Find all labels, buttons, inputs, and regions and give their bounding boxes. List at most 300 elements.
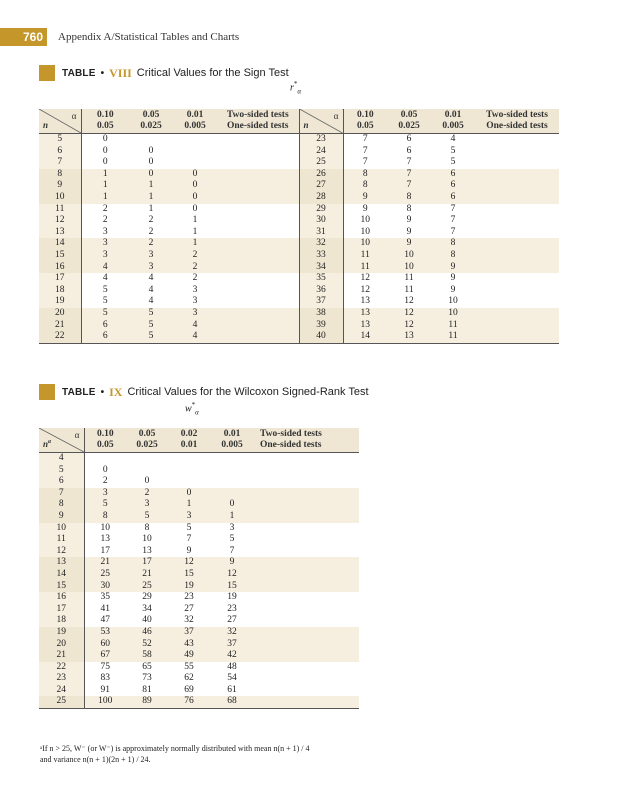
table-cell: 7 <box>362 157 368 168</box>
table-cell: 76 <box>168 696 210 708</box>
table-cell <box>217 273 299 285</box>
table-row <box>39 192 559 204</box>
table-cell <box>254 650 359 662</box>
sign-test-table <box>39 109 559 344</box>
table-cell <box>217 296 299 308</box>
table-row <box>39 569 359 581</box>
table8-alpha-col: 0.01 0.005 <box>431 109 475 134</box>
page-number: 760 <box>0 28 47 46</box>
table-cell: 4 <box>450 134 456 144</box>
table-cell: 11 <box>431 320 475 332</box>
table-cell <box>254 662 359 674</box>
table8-tests-label: Two-sided tests One-sided tests <box>217 109 299 134</box>
table-cell: 52 <box>126 639 168 651</box>
table-cell <box>210 453 254 465</box>
table-cell: 1 <box>81 180 129 192</box>
table-cell: 25 <box>126 581 168 593</box>
table8-alpha-col: 0.10 0.05 <box>81 109 129 134</box>
table-cell <box>475 146 559 158</box>
table-cell <box>475 273 559 285</box>
table-cell: 43 <box>168 639 210 651</box>
table-row <box>39 673 359 685</box>
table-cell: 6 <box>406 145 412 156</box>
table-cell: 2 <box>102 476 108 487</box>
table-cell <box>254 523 359 535</box>
table-cell: 0 <box>148 145 154 156</box>
table-cell <box>217 215 299 227</box>
table-cell: 67 <box>84 650 126 662</box>
table-cell: 20 <box>39 308 81 320</box>
table-cell: 24 <box>39 685 84 697</box>
table-cell: 6 <box>39 476 84 488</box>
table-cell: 30 <box>299 215 343 227</box>
table-cell: 91 <box>100 684 110 695</box>
table-cell <box>168 453 210 465</box>
table-cell: 5 <box>129 320 173 332</box>
table-cell <box>475 250 559 262</box>
table-cell: 12 <box>387 308 431 320</box>
table-row <box>39 523 359 535</box>
table9-corner: α $n^a$ <box>39 428 84 453</box>
table9-alpha-col: 0.02 0.01 <box>168 428 210 453</box>
table-cell: 6 <box>431 169 475 181</box>
table-cell: 10 <box>100 522 110 533</box>
footnote-line: and variance n(n + 1)(2n + 1) / 24. <box>40 755 151 764</box>
table-row <box>39 627 359 639</box>
table-cell: 22 <box>39 331 81 343</box>
table-cell <box>475 262 559 274</box>
table-cell <box>254 615 359 627</box>
table-cell: 0 <box>148 157 154 168</box>
table-cell: 55 <box>184 661 194 672</box>
table-cell <box>217 320 299 332</box>
table-cell: 9 <box>406 215 412 226</box>
table-cell: 16 <box>39 592 84 604</box>
table9-alpha-col: 0.10 0.05 <box>84 428 126 453</box>
table-cell: 15 <box>39 250 81 262</box>
table-row <box>39 296 559 308</box>
table-cell: 73 <box>142 673 152 684</box>
table-cell <box>217 169 299 181</box>
table-row <box>39 180 559 192</box>
table-cell: 11 <box>404 273 414 284</box>
table-cell: 11 <box>39 534 84 546</box>
table-cell <box>254 696 359 708</box>
table-cell: 10 <box>431 308 475 320</box>
table-cell: 34 <box>299 262 343 274</box>
table-cell: 32 <box>210 627 254 639</box>
table-cell: 9 <box>406 226 412 237</box>
table-cell <box>254 639 359 651</box>
table-cell <box>217 157 299 169</box>
table-cell: 0 <box>144 476 150 487</box>
table-cell: 1 <box>168 499 210 511</box>
table-cell: 3 <box>126 499 168 511</box>
table-cell: 69 <box>184 684 194 695</box>
table-cell <box>254 569 359 581</box>
table-cell <box>475 308 559 320</box>
table-cell <box>475 331 559 343</box>
table-cell: 0 <box>129 169 173 181</box>
table-cell <box>254 465 359 477</box>
table-cell: 7 <box>406 157 412 168</box>
table-cell: 0 <box>173 192 217 204</box>
table-cell: 19 <box>39 627 84 639</box>
table-cell: 15 <box>168 569 210 581</box>
table-row <box>39 227 559 239</box>
table-cell: 10 <box>387 250 431 262</box>
table-cell: 6 <box>406 134 412 144</box>
table-cell: 2 <box>102 203 108 214</box>
table-cell: 13 <box>100 534 110 545</box>
table-cell: 1 <box>210 511 254 523</box>
table-cell: 7 <box>450 226 456 237</box>
table-row <box>39 215 559 227</box>
table-row <box>39 557 359 569</box>
table9-symbol: $w^*_\alpha$ <box>185 401 199 417</box>
table-cell: 8 <box>431 238 475 250</box>
table-row <box>39 511 359 523</box>
table-cell: 14 <box>343 331 387 343</box>
table-cell: 30 <box>84 581 126 593</box>
table-cell: 2 <box>129 238 173 250</box>
table-cell: 60 <box>84 639 126 651</box>
table8-title-bar <box>39 65 289 81</box>
table-cell: 83 <box>100 673 110 684</box>
table-cell: 8 <box>39 499 84 511</box>
table8-corner: α n <box>39 109 81 134</box>
table-row <box>39 146 559 158</box>
table-row <box>39 639 359 651</box>
table-cell: 14 <box>39 238 81 250</box>
table-cell: 13 <box>343 308 387 320</box>
table-cell: 25 <box>39 696 84 708</box>
table-cell: 11 <box>431 331 475 343</box>
table-cell: 2 <box>173 250 217 262</box>
table-cell: 5 <box>129 331 173 343</box>
table-cell: 0 <box>102 464 108 475</box>
table-cell: 5 <box>186 522 192 533</box>
table-cell: 7 <box>186 534 192 545</box>
table-row <box>39 453 359 465</box>
table-cell: 49 <box>168 650 210 662</box>
table-cell: 0 <box>173 169 217 181</box>
table-cell: 23 <box>227 603 237 614</box>
table-cell: 10 <box>39 523 84 535</box>
table-cell <box>217 250 299 262</box>
table-row <box>39 685 359 697</box>
table-cell: 1 <box>81 169 129 181</box>
table-row <box>39 546 359 558</box>
table-row <box>39 604 359 616</box>
table-cell: 62 <box>184 673 194 684</box>
table-cell: 4 <box>173 320 217 332</box>
table-cell <box>168 465 210 477</box>
table-cell: 10 <box>39 192 81 204</box>
table-cell: 58 <box>126 650 168 662</box>
table-cell <box>475 296 559 308</box>
table-cell <box>217 331 299 343</box>
table-cell <box>475 204 559 216</box>
table-cell: 18 <box>39 615 84 627</box>
table-cell: 12 <box>360 273 370 284</box>
table-row <box>39 592 359 604</box>
table-cell: 7 <box>229 545 235 556</box>
table-cell: 61 <box>227 684 237 695</box>
table-cell: 11 <box>343 250 387 262</box>
table-cell: 8 <box>343 169 387 181</box>
table-cell: 8 <box>406 203 412 214</box>
table-cell: 11 <box>343 262 387 274</box>
table-row <box>39 238 559 250</box>
table-row <box>39 534 359 546</box>
table-cell: 53 <box>84 627 126 639</box>
table-cell: 5 <box>102 284 108 295</box>
table-cell: 3 <box>168 511 210 523</box>
table-cell: 0 <box>102 134 108 144</box>
table-cell: 18 <box>39 285 81 297</box>
table-cell <box>217 285 299 297</box>
table-cell <box>475 320 559 332</box>
table-cell: 19 <box>168 581 210 593</box>
table-cell: 33 <box>299 250 343 262</box>
table-cell: 5 <box>126 511 168 523</box>
table-row <box>39 134 559 146</box>
table-cell <box>217 180 299 192</box>
table-cell: 7 <box>39 488 84 500</box>
table-cell <box>126 453 168 465</box>
table-cell <box>254 627 359 639</box>
table8-alpha-col: 0.05 0.025 <box>387 109 431 134</box>
table-cell: 12 <box>404 296 414 307</box>
table-cell: 7 <box>387 180 431 192</box>
table-cell: 7 <box>450 215 456 226</box>
table-cell: 10 <box>360 226 370 237</box>
table-cell: 4 <box>173 331 217 343</box>
table-cell: 8 <box>39 169 81 181</box>
table-row <box>39 615 359 627</box>
table-cell: 12 <box>387 320 431 332</box>
table8-label: TABLE <box>62 67 96 79</box>
table-cell: 21 <box>39 650 84 662</box>
table-cell: 12 <box>360 284 370 295</box>
table-cell <box>475 134 559 146</box>
table-cell: 28 <box>299 192 343 204</box>
table-cell: 7 <box>450 203 456 214</box>
table-cell: 17 <box>126 557 168 569</box>
title-square-icon <box>39 384 55 400</box>
table-cell <box>475 180 559 192</box>
table-cell: 9 <box>39 180 81 192</box>
running-head: Appendix A/Statistical Tables and Charts <box>58 31 240 43</box>
table-row <box>39 308 559 320</box>
wilcoxon-table <box>39 428 359 709</box>
table-row <box>39 662 359 674</box>
table-row <box>39 581 359 593</box>
table-cell: 13 <box>387 331 431 343</box>
table-cell: 10 <box>448 296 458 307</box>
table-cell <box>217 192 299 204</box>
table-cell: 0 <box>168 488 210 500</box>
table-cell: 12 <box>210 569 254 581</box>
table-cell: 40 <box>142 615 152 626</box>
table-cell: 10 <box>343 238 387 250</box>
table-cell <box>475 157 559 169</box>
table-cell <box>210 488 254 500</box>
table-cell: 17 <box>39 604 84 616</box>
table-cell: 23 <box>39 673 84 685</box>
table-cell <box>84 453 126 465</box>
table-cell: 6 <box>81 320 129 332</box>
table8-corner: α n <box>299 109 343 134</box>
table-cell: 54 <box>227 673 237 684</box>
table-cell: 8 <box>387 192 431 204</box>
table-cell: 1 <box>148 203 154 214</box>
table9-roman: IX <box>109 384 123 399</box>
table-cell <box>217 262 299 274</box>
table8-alpha-col: 0.01 0.005 <box>173 109 217 134</box>
table-cell: 19 <box>227 592 237 603</box>
table-cell: 21 <box>39 320 81 332</box>
table-cell <box>254 581 359 593</box>
table-cell: 27 <box>184 603 194 614</box>
table-cell: 37 <box>168 627 210 639</box>
table9-header-row <box>39 428 359 453</box>
table-cell: 25 <box>299 157 343 169</box>
table-cell <box>254 604 359 616</box>
table-cell <box>254 546 359 558</box>
table-cell: 9 <box>186 545 192 556</box>
table-cell: 9 <box>450 284 456 295</box>
table-cell: 38 <box>299 308 343 320</box>
table-cell: 19 <box>39 296 81 308</box>
table-cell: 89 <box>126 696 168 708</box>
table-row <box>39 169 559 181</box>
table-cell: 5 <box>39 134 81 146</box>
table-cell <box>173 146 217 158</box>
table-cell: 2 <box>192 273 198 284</box>
table-cell: 47 <box>100 615 110 626</box>
table-cell: 29 <box>299 204 343 216</box>
table-cell: 8 <box>84 511 126 523</box>
table-cell: 3 <box>81 238 129 250</box>
table-cell: 65 <box>142 661 152 672</box>
table-cell: 23 <box>299 134 343 146</box>
table-cell: 11 <box>404 284 414 295</box>
table-cell <box>210 476 254 488</box>
table-cell <box>254 476 359 488</box>
table-row <box>39 320 559 332</box>
table-cell: 1 <box>192 215 198 226</box>
table-cell: 6 <box>81 331 129 343</box>
table-cell: 7 <box>387 169 431 181</box>
table-cell: 1 <box>129 192 173 204</box>
table-cell: 12 <box>168 557 210 569</box>
table9-label: TABLE <box>62 386 96 398</box>
table-cell: 10 <box>360 215 370 226</box>
table-cell <box>475 192 559 204</box>
table-cell: 100 <box>84 696 126 708</box>
table-cell: 5 <box>84 499 126 511</box>
table-cell: 9 <box>39 511 84 523</box>
table-cell <box>475 238 559 250</box>
table-cell: 27 <box>227 615 237 626</box>
table-cell: 27 <box>299 180 343 192</box>
table8-title: Critical Values for the Sign Test <box>136 67 289 79</box>
table-cell: 0 <box>102 145 108 156</box>
table-row <box>39 285 559 297</box>
table-cell: 7 <box>362 134 368 144</box>
table-cell <box>254 488 359 500</box>
table-cell: 31 <box>299 227 343 239</box>
table-row <box>39 250 559 262</box>
table-cell: 15 <box>39 581 84 593</box>
table-cell: 3 <box>192 284 198 295</box>
table-cell: 26 <box>299 169 343 181</box>
table-cell: 36 <box>299 285 343 297</box>
table-cell <box>173 134 217 146</box>
table-cell: 4 <box>102 273 108 284</box>
table-cell: 3 <box>102 226 108 237</box>
table-cell: 4 <box>148 296 154 307</box>
footnote-line: ᵃIf n > 25, W⁻ (or W⁻) is approximately normally distributed with mean n(n + 1) / 4 <box>40 744 310 753</box>
table-row <box>39 476 359 488</box>
table-row <box>39 488 359 500</box>
table-cell: 15 <box>210 581 254 593</box>
table-row <box>39 499 359 511</box>
table-row <box>39 331 559 343</box>
table-cell <box>254 685 359 697</box>
table-cell <box>475 227 559 239</box>
table-cell <box>475 169 559 181</box>
table-cell: 3 <box>192 296 198 307</box>
table8-symbol: $r^*_\alpha$ <box>290 80 302 96</box>
table-cell: 32 <box>299 238 343 250</box>
table-cell: 12 <box>39 215 81 227</box>
table9-tests-label: Two-sided tests One-sided tests <box>254 428 359 453</box>
table-cell <box>254 592 359 604</box>
table-cell: 5 <box>129 308 173 320</box>
table-cell: 9 <box>343 192 387 204</box>
table-cell: 2 <box>148 226 154 237</box>
table8-header-row <box>39 109 559 134</box>
table-cell: 37 <box>299 296 343 308</box>
table-cell: 20 <box>39 639 84 651</box>
table-cell: 37 <box>210 639 254 651</box>
table-cell <box>129 134 173 146</box>
table-cell: 5 <box>102 296 108 307</box>
table-row <box>39 157 559 169</box>
table-row <box>39 696 359 708</box>
table-cell <box>217 146 299 158</box>
table-cell: 6 <box>39 146 81 158</box>
table-cell <box>126 465 168 477</box>
table-cell: 22 <box>39 662 84 674</box>
table-cell <box>217 134 299 146</box>
table-cell: 17 <box>100 545 110 556</box>
table-cell <box>217 308 299 320</box>
table-row <box>39 650 359 662</box>
table-cell: 1 <box>192 226 198 237</box>
table9-alpha-col: 0.05 0.025 <box>126 428 168 453</box>
table8-alpha-col: 0.10 0.05 <box>343 109 387 134</box>
table-cell: 3 <box>84 488 126 500</box>
table-cell: 1 <box>173 238 217 250</box>
table-cell: 10 <box>387 262 431 274</box>
table-cell: 29 <box>142 592 152 603</box>
table-cell: 0 <box>192 203 198 214</box>
table-cell <box>475 285 559 297</box>
